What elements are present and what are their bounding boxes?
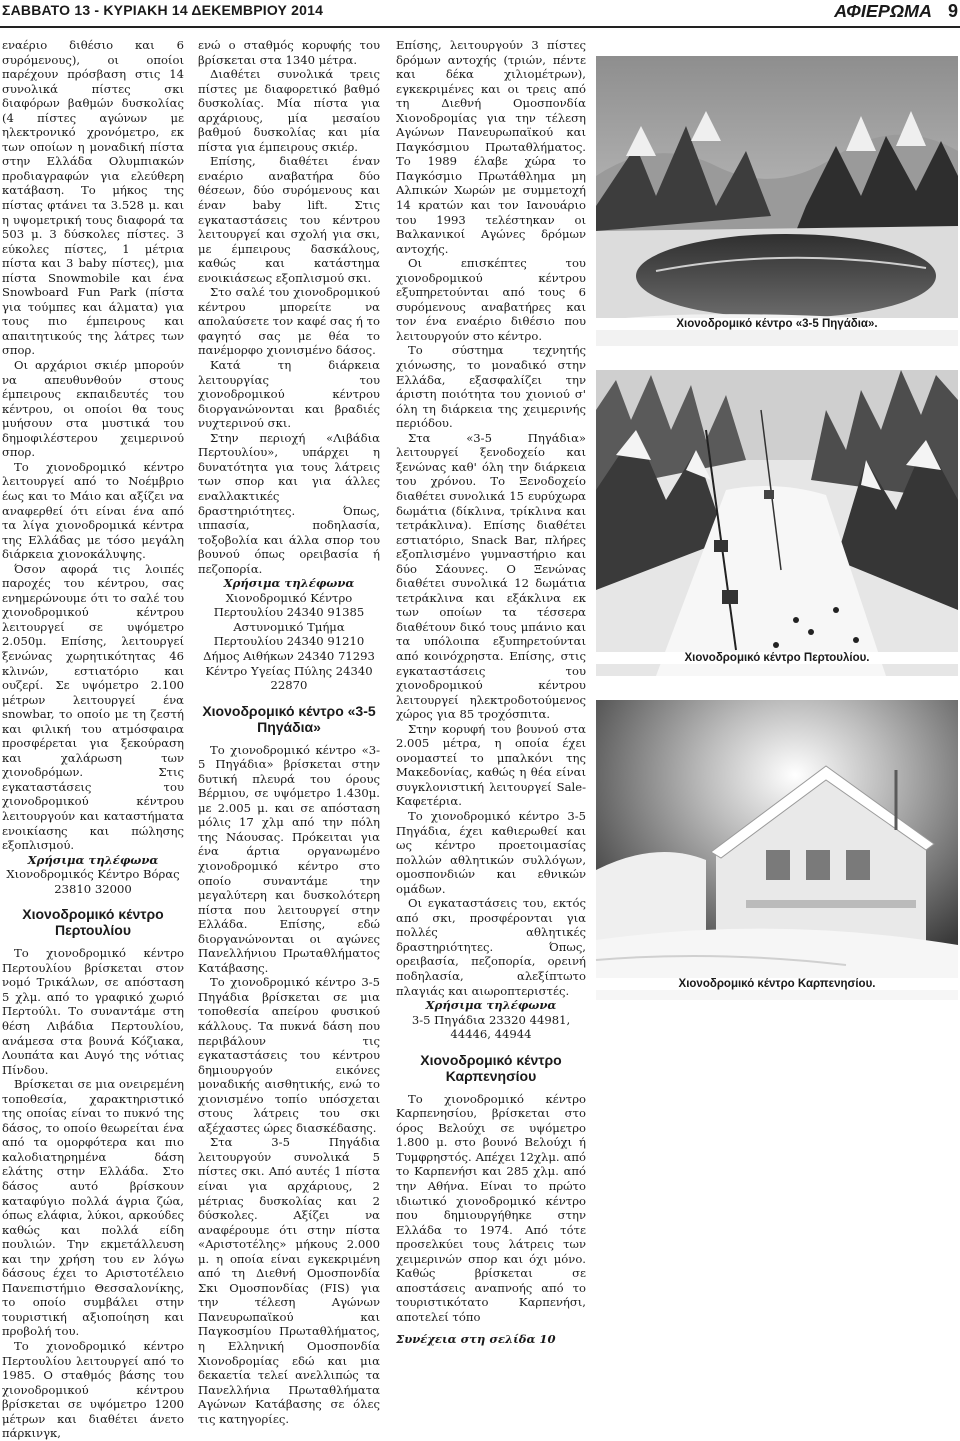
photo-pertouli: [596, 370, 958, 676]
paragraph: Το χιονοδρομικό κέντρο 3-5 Πηγάδια, έχει καθιερωθεί και ως κέντρο προετοιμασίας πολλών αθλητικών συλλόγων, ομοσπονδιών και εθνικών ομάδων.: [396, 808, 586, 896]
phone-entry: Κέντρο Υγείας Πύλης 24340 22870: [205, 663, 373, 693]
page-header: [0, 0, 960, 28]
paragraph: Οι εγκαταστάσεις του, εκτός από σκι, προσφέρονται για πολλές αθλητικές δραστηριότητες. Όπως, ορειβασία, πεζοπορία, ορεινή ποδηλασία, αλεξίπτωτο πλαγιάς και αιωροπτεριστές.: [396, 896, 586, 998]
paragraph: Διαθέτει συνολικά τρεις πίστες με διαφορετικό βαθμό δυσκολίας. Μία πίστα για αρχάριους, μία μεσαίου βαθμού δυσκολίας και μία πίστα για έμπειρους σκιέρ.: [198, 67, 380, 154]
paragraph: εναέριο διθέσιο και 6 συρόμενους), οι οποίοι παρέχουν πρόσβαση στις 14 συνολικά πίστες σκι διαφόρων βαθμών δυσκολίας (4 πίστες αγώνων με ηλεκτρονικό χρονόμετρο, εκ των οποίων η μοναδική πίστα στην Ελλάδα Ολυμπιακών προδιαγραφών για ελεύθερη κατάβαση. Το μήκος της πίστας φτάνει τα 3.528 μ. και η υψομετρική τους διαφορά τα 503 μ. 3 δύσκολες πίστες. 3 εύκολες πίστες, 1 μέτρια πίστα και 3 baby πίστες), μια πίστα Snowmobile και ένα Snowboard Fun Park (πίστα για τούμπες και άλματα) για τους πιο έμπειρους και απαιτητικούς της λάτρες των σπορ.: [2, 38, 184, 358]
useful-phones-title: Χρήσιμα τηλέφωνα: [27, 852, 159, 867]
paragraph: Επίσης, διαθέτει έναν εναέριο αναβατήρα δύο θέσεων, δύο συρόμενους και έναν baby lift. Στις εγκαταστάσεις του κέντρου λειτουργεί και σχολή για σκι, με έμπειρους δασκάλους, καθώς και κατάστημα ενοικιάσεως εξοπλισμού σκι.: [198, 154, 380, 285]
continuation-note: Συνέχεια στη σελίδα 10: [396, 1332, 556, 1347]
useful-phones-title: Χρήσιμα τηλέφωνα: [223, 576, 355, 591]
photo-caption: Χιονοδρομικό κέντρο Περτουλίου.: [596, 652, 958, 664]
section-title: ΑΦΙΕΡΩΜΑ: [834, 1, 932, 21]
photo-karpenisi: [596, 700, 958, 1000]
paragraph: Το χιονοδρομικό κέντρο Περτουλίου λειτουργεί από το 1985. Ο σταθμός βάσης του χιονοδρομικού κέντρου βρίσκεται σε υψόμετρο 1200 μέτρων και διαθέτει άνετο πάρκινγκ,: [2, 1339, 184, 1441]
section-heading: Χιονοδρομικό κέντρο «3-5 Πηγάδια»: [202, 702, 376, 735]
ski-slope-image: [596, 370, 958, 676]
issue-date: ΣΑΒΒΑΤΟ 13 - ΚΥΡΙΑΚΗ 14 ΔΕΚΕΜΒΡΙΟΥ 2014: [2, 2, 324, 18]
section-heading: Χιονοδρομικό κέντρο Περτουλίου: [22, 906, 164, 939]
paragraph: Οι επισκέπτες του χιονοδρομικού κέντρου εξυπηρετούνται από τους 6 συρόμενους αναβατήρες και τον ένα εναέριο διθέσιο που λειτουργούν στο κέντρο.: [396, 256, 586, 343]
paragraph: Επίσης, λειτουργούν 3 πίστες δρόμων αντοχής (τριών, πέντε και δέκα χιλιομέτρων), εγκεκριμένες και οι τρεις από τη Διεθνή Ομοσπονδία Χιονοδρομίας για την τέλεση Αγώνων Πανευρωπαϊκού και Παγκόσμιου Πρωταθλήματος. Το 1989 έλαβε χώρα το Παγκόσμιο Πρωτάθλημα μη Αλπικών Χωρών με συμμετοχή 14 κρατών και τον Ιανουάριο του 1993 τελέστηκαν οι Βαλκανικοί Αγώνες δρόμων αντοχής.: [396, 38, 586, 256]
paragraph: Στην περιοχή «Λιβάδια Περτουλίου», υπάρχει η δυνατότητα για τους λάτρεις των σπορ και για άλλες εναλλακτικές δραστηριότητες. Όπως, ιππασία, ποδηλασία, τοξοβολία και άλλα σπορ του βουνού όπως ορειβασία ή πεζοπορία.: [198, 430, 380, 576]
paragraph: Το σύστημα τεχνητής χιόνωσης, το μοναδικό στην Ελλάδα, εξασφαλίζει την άριστη ποιότητα του χιονιού σ' όλη τη διάρκεια της χειμερινής περιόδου.: [396, 343, 586, 431]
photo-3-5-pigadia: [596, 56, 958, 346]
snowy-chalet-image: [596, 700, 958, 1000]
paragraph: Οι αρχάριοι σκιέρ μπορούν να απευθυνθούν στους έμπειρους εκπαιδευτές του κέντρου, οι οποίοι θα τους μυήσουν στα μυστικά του δημοφιλέστερου χειμερινού σπορ.: [2, 358, 184, 460]
phone-entry: Αστυνομικό Τμήμα Περτουλίου 24340 91210: [213, 619, 365, 649]
phone-entry: Χιονοδρομικό Κέντρο Περτουλίου 24340 91385: [213, 590, 365, 620]
paragraph: Το χιονοδρομικό κέντρο 3-5 Πηγάδια βρίσκεται σε μια τοποθεσία απείρου φυσικού κάλλους. Τα πυκνά δάση που περιβάλουν τις εγκαταστάσεις του κέντρου δημιουργούν εικόνες μοναδικής αισθητικής, ενώ το χιονισμένο τοπίο υπόσχεται στους λάτρεις του σκι αξέχαστες ώρες διασκέδασης.: [198, 975, 380, 1135]
phone-entry: 3-5 Πηγάδια 23320 44981, 44446, 44944: [411, 1012, 571, 1042]
text-column-1: [2, 38, 184, 1441]
lake-landscape-image: [596, 56, 958, 346]
paragraph: Βρίσκεται σε μια ονειρεμένη τοποθεσία, χαρακτηριστικό της οποίας είναι το πυκνό της δάσος, το οποίο θεωρείται ένα από τα ομορφότερα και πιο καλοδιατηρημένα δάση ελάτης στην Ελλάδα. Στο δάσος αυτό βρίσκουν καταφύγιο πολλά άγρια ζώα, όπως ελάφια, λύκοι, αρκούδες καθώς και πολλά είδη πουλιών. Την εκμετάλλευση και την χρήση του εν λόγω δάσους έχει το Αριστοτέλειο Πανεπιστήμιο Θεσσαλονίκης, το οποίο συμβάλει στην τουριστική αξιοποίηση και προβολή του.: [2, 1077, 184, 1339]
paragraph: Στην κορυφή του βουνού στα 2.005 μέτρα, η οποία έχει ονομαστεί το μπαλκόνι της Μακεδονίας, καθώς η θέα είναι συγκλονιστική λειτουργεί Sale- Καφετέρια.: [396, 721, 586, 809]
paragraph: Το χιονοδρομικό κέντρο «3-5 Πηγάδια» βρίσκεται στην δυτική πλευρά του όρους Βέρμιου, σε υψόμετρο 1.430μ. με 2.005 μ. και σε απόσταση μόλις 17 χλμ από την πόλη της Νάουσας. Πρόκειται για ένα άρτια οργανωμένο χιονοδρομικό κέντρο στο οποίο συναντάμε την μεγαλύτερη και δυσκολότερη πίστα που λειτουργεί στην Ελλάδα. Επίσης, εδώ διοργανώνονται οι αγώνες Πανελλήνιου Πρωταθλήματος Κατάβασης.: [198, 742, 380, 975]
text-column-3: [396, 38, 586, 1347]
paragraph: Στο σαλέ του χιονοδρομικού κέντρου μπορείτε να απολαύσετε τον καφέ σας ή το φαγητό σας με θέα το πανέμορφο χιονισμένο δάσος.: [198, 285, 380, 358]
paragraph: Στα «3-5 Πηγάδια» λειτουργεί ξενοδοχείο και ξενώνας καθ' όλη την διάρκεια του χρόνου. Το Ξενοδοχείο διαθέτει συνολικά 15 ευρύχωρα δωμάτια (δίκλινα, τρίκλινα και τετράκλινα). Επίσης διαθέτει εστιατόριο, Snack Bar, πλήρες εξοπλισμένο γυμναστήριο και δύο Σάουνες. Ο Ξενώνας διαθέτει συνολικά 12 δωμάτια τετράκλινα και εξάκλινα εκ των οποίων τα τέσσερα διαθέτουν δικό τους μπάνιο και τα υπόλοιπα εξυπηρετούνται από κοινόχρηστα. Επίσης, στις εγκαταστάσεις του χιονοδρομικού κέντρου λειτουργεί ηλεκτροδοτούμενος χώρος για 85 τροχόσπιτα.: [396, 430, 586, 722]
paragraph: Όσον αφορά τις λοιπές παροχές του κέντρου, σας ενημερώνουμε ότι το σαλέ του χιονοδρομικού κέντρου λειτουργεί σε υψόμετρο 2.050μ. Επίσης, λειτουργεί ξενώνας χωρητικότητας 46 κλινών, εστιατόριο και ουζερί. Σε υψόμετρο 2.100 μέτρων λειτουργεί ένα snowbar, το οποίο με τη ζεστή και φιλική του ατμόσφαιρα προσφέρεται για ξεκούραση και χαλάρωση των χιονοδρόμων. Στις εγκαταστάσεις του χιονοδρομικού κέντρου λειτουργούν και καταστήματα ενοικίασης και πώλησης εξοπλισμού.: [2, 561, 184, 853]
photo-caption: Χιονοδρομικό κέντρο Καρπενησίου.: [596, 978, 958, 990]
section-heading: Χιονοδρομικό κέντρο Καρπενησίου: [420, 1051, 562, 1084]
page-number: 9: [947, 1, 958, 21]
paragraph: Το χιονοδρομικό κέντρο Καρπενησίου, βρίσκεται στο όρος Βελούχι σε υψόμετρο 1.800 μ. στο βουνό Βελούχι ή Τυμφρηστός. Απέχει 12χλμ. από το Καρπενήσι και 285 χλμ. από την Αθήνα. Είναι το πρώτο ιδιωτικό χιονοδρομικό κέντρο που δημιουργήθηκε στην Ελλάδα το 1974. Από τότε προσελκύει τους λάτρεις των χειμερινών σπορ και όχι μόνο. Καθώς βρίσκεται σε αποστάσεις αναπνοής από το τουριστικότατο Καρπενήσι, αποτελεί τόπο: [396, 1091, 586, 1324]
paragraph: Το χιονοδρομικό κέντρο λειτουργεί από το Νοέμβριο έως και το Μάιο και αξίζει να αναφερθεί ότι είναι ένα από τα λίγα χιονοδρομικά κέντρα της Ελλάδας με τόσο μεγάλη διάρκεια χιονοκάλυψης.: [2, 459, 184, 562]
paragraph: Στα 3-5 Πηγάδια λειτουργούν συνολικά 5 πίστες σκι. Από αυτές 1 πίστα είναι για αρχάριους, 2 μέτριας δυσκολίας και 2 δύσκολες. Αξίζει να αναφέρουμε ότι στην πίστα «Αριστοτέλης» μήκους 2.000 μ. η οποία είναι εγκεκριμένη από τη Διεθνή Ομοσπονδία Σκι Ομοσπονδίας (FIS) για την τέλεση Αγώνων Πανευρωπαϊκού και Παγκοσμίου Πρωταθλήματος, η Ελληνική Ομοσπονδία Χιονοδρομίας εδώ και μια δεκαετία τελεί ανελλιπώς τα Πανελλήνια Πρωταθλήματα Αγώνων Κατάβασης σε όλες τις κατηγορίες.: [198, 1135, 380, 1426]
phone-entry: Δήμος Αιθήκων 24340 71293: [203, 648, 375, 663]
photo-caption: Χιονοδρομικό κέντρο «3-5 Πηγάδια».: [596, 318, 958, 330]
useful-phones-title: Χρήσιμα τηλέφωνα: [425, 998, 557, 1013]
text-column-2: [198, 38, 380, 1426]
paragraph: ενώ ο σταθμός κορυφής του βρίσκεται στα 1340 μέτρα.: [198, 38, 380, 67]
phone-entry: Χιονοδρομικός Κέντρο Βόρας 23810 32000: [6, 867, 180, 896]
paragraph: Κατά τη διάρκεια λειτουργίας του χιονοδρομικού κέντρου διοργανώνονται και βραδιές νυχτερινού σκι.: [198, 358, 380, 431]
paragraph: Το χιονοδρομικό κέντρο Περτουλίου βρίσκεται στον νομό Τρικάλων, σε απόσταση 5 χλμ. από το γραφικό χωριό Περτούλι. Το συναντάμε στη θέση Λιβάδια Περτουλίου, ανάμεσα στα βουνά Κόζιακα, Λουπάτα και Αυγό της νότιας Πίνδου.: [2, 946, 184, 1077]
